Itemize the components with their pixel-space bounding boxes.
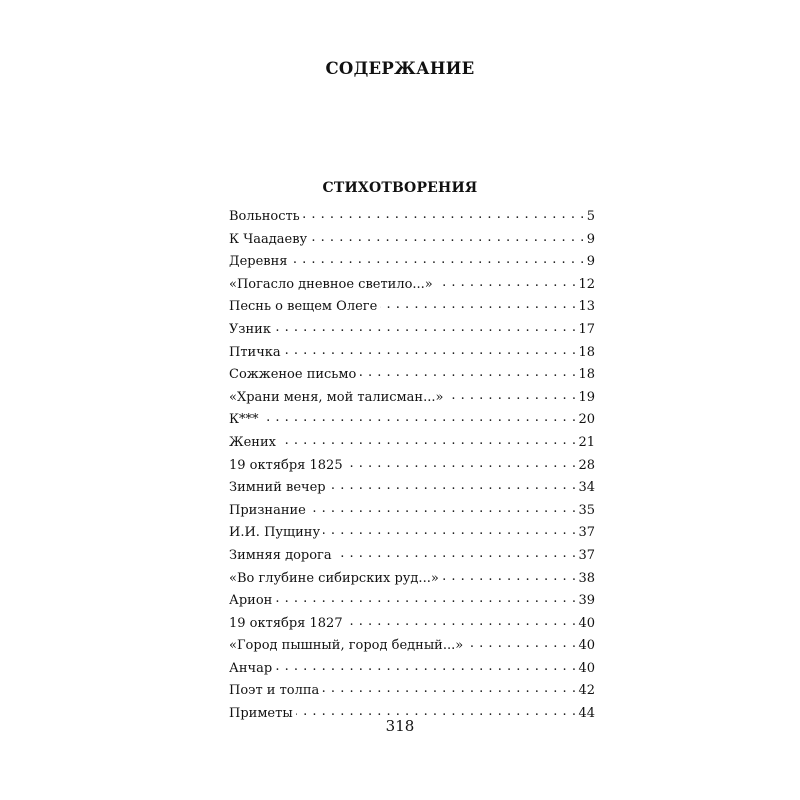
toc-entry-page: 37 — [578, 525, 595, 541]
toc-entry-page: 17 — [578, 321, 595, 337]
toc-entry-page: 40 — [578, 615, 595, 631]
dot-leader — [380, 297, 576, 310]
toc-entry-title: Приметы — [229, 706, 293, 722]
toc-entry-title: «Город пышный, город бедный...» — [229, 638, 464, 654]
toc-entry — [229, 501, 595, 524]
dot-leader — [279, 433, 576, 446]
dot-leader — [466, 636, 576, 649]
toc-entry-page: 37 — [578, 547, 595, 563]
dot-leader — [323, 523, 576, 536]
dot-leader — [346, 456, 577, 469]
toc-entry-page: 35 — [578, 502, 595, 518]
toc-entry-page: 20 — [578, 412, 595, 428]
toc-entry-page: 38 — [578, 570, 595, 586]
dot-leader — [329, 478, 577, 491]
toc-entry-page: 18 — [578, 367, 595, 383]
toc-entry — [229, 546, 595, 569]
toc-entry-page: 19 — [578, 389, 595, 405]
toc-entry-title: Песнь о вещем Олеге — [229, 299, 378, 315]
toc-entry-page: 40 — [578, 660, 595, 676]
toc-entry-title: Зимний вечер — [229, 480, 326, 496]
toc-entry — [229, 230, 595, 253]
toc-entry-title: 19 октября 1827 — [229, 615, 343, 631]
toc-entry-page: 39 — [578, 593, 595, 609]
dot-leader — [359, 365, 576, 378]
dot-leader — [436, 275, 577, 288]
page-title: СОДЕРЖАНИЕ — [325, 59, 475, 78]
toc-entry — [229, 456, 595, 479]
toc-entry-title: 19 октября 1825 — [229, 457, 343, 473]
toc-entry — [229, 297, 595, 320]
toc-entry-page: 21 — [578, 434, 595, 450]
toc-entry-title: «Во глубине сибирских руд...» — [229, 570, 439, 586]
toc-entry — [229, 388, 595, 411]
toc-entry-title: К Чаадаеву — [229, 231, 308, 247]
dot-leader — [309, 501, 577, 514]
dot-leader — [310, 230, 585, 243]
dot-leader — [322, 681, 576, 694]
toc-entry — [229, 365, 595, 388]
dot-leader — [275, 591, 576, 604]
toc-entry-page: 9 — [586, 254, 595, 270]
toc-entry-title: Деревня — [229, 254, 288, 270]
toc-entry-title: К*** — [229, 412, 259, 428]
toc-entry — [229, 591, 595, 614]
toc-entry — [229, 659, 595, 682]
toc-entry-title: Поэт и толпа — [229, 683, 320, 699]
toc-entry — [229, 569, 595, 592]
dot-leader — [284, 343, 577, 356]
dot-leader — [275, 659, 576, 672]
toc-entry — [229, 410, 595, 433]
toc-entry-title: Признание — [229, 502, 306, 518]
dot-leader — [303, 207, 585, 220]
toc-entry-title: Узник — [229, 321, 271, 337]
dot-leader — [290, 252, 584, 265]
toc-entry-title: Арион — [229, 593, 273, 609]
toc-entry-title: Жених — [229, 434, 276, 450]
toc-entry-title: Анчар — [229, 660, 273, 676]
toc-entry — [229, 343, 595, 366]
toc-entry — [229, 252, 595, 275]
dot-leader — [446, 388, 576, 401]
toc-entry-page: 18 — [578, 344, 595, 360]
table-of-contents — [229, 207, 595, 727]
dot-leader — [274, 320, 577, 333]
toc-entry — [229, 433, 595, 456]
toc-entry-title: «Погасло дневное светило...» — [229, 276, 433, 292]
toc-entry-page: 28 — [578, 457, 595, 473]
page-number: 318 — [385, 717, 415, 735]
toc-entry — [229, 523, 595, 546]
dot-leader — [346, 614, 577, 627]
toc-entry — [229, 681, 595, 704]
toc-entry-page: 5 — [586, 209, 595, 224]
toc-entry-title: Вольность — [229, 209, 300, 224]
toc-entry-title: И.И. Пущину — [229, 525, 321, 541]
toc-entry — [229, 275, 595, 298]
toc-entry — [229, 320, 595, 343]
toc-entry-page: 40 — [578, 638, 595, 654]
toc-entry-title: Птичка — [229, 344, 281, 360]
toc-entry-title: Сожженое письмо — [229, 367, 357, 383]
toc-entry-page: 13 — [578, 299, 595, 315]
dot-leader — [335, 546, 577, 559]
dot-leader — [442, 569, 577, 582]
toc-entry-title: «Храни меня, мой талисман...» — [229, 389, 444, 405]
dot-leader — [296, 704, 577, 717]
toc-entry-page: 12 — [578, 276, 595, 292]
toc-entry — [229, 478, 595, 501]
toc-entry-title: Зимняя дорога — [229, 547, 332, 563]
toc-entry-page: 34 — [578, 480, 595, 496]
toc-entry-page: 9 — [586, 231, 595, 247]
toc-entry — [229, 614, 595, 637]
dot-leader — [262, 410, 577, 423]
toc-entry-page: 42 — [578, 683, 595, 699]
toc-entry — [229, 207, 595, 230]
toc-entry-page: 44 — [578, 706, 595, 722]
section-title: СТИХОТВОРЕНИЯ — [322, 180, 478, 196]
toc-entry — [229, 636, 595, 659]
